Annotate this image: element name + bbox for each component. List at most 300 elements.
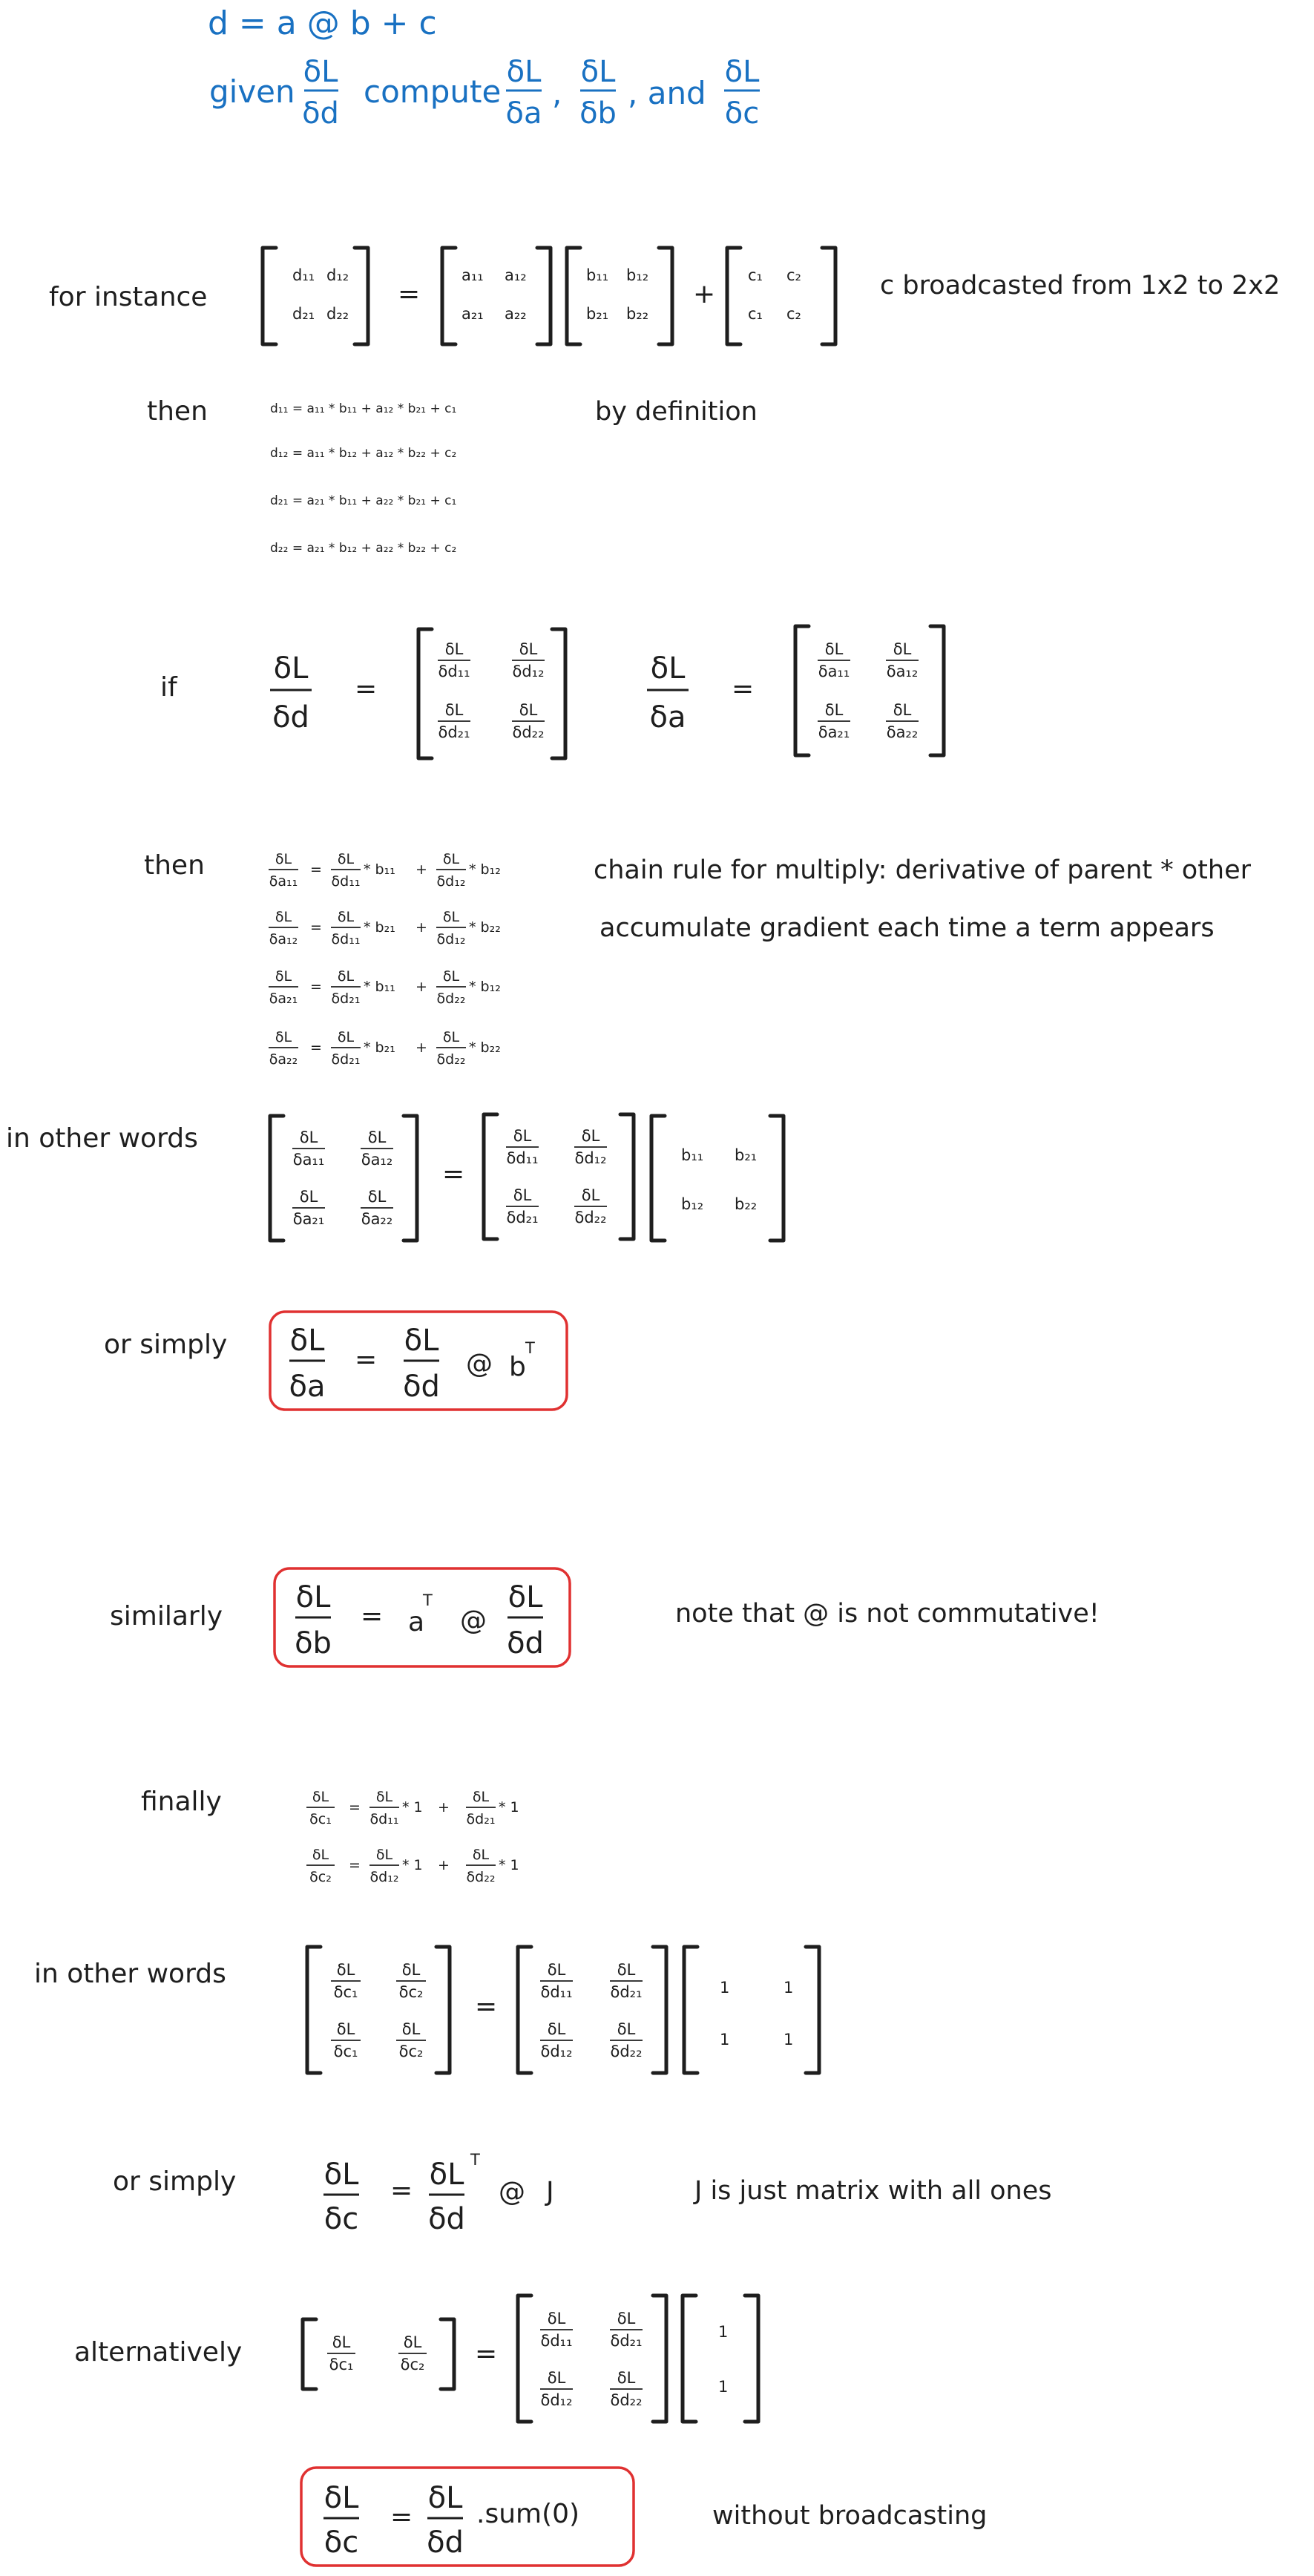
- matrix-entry: [292, 1128, 325, 1169]
- box1-at: @: [466, 1349, 493, 1379]
- note-broadcast: c broadcasted from 1x2 to 2x2: [880, 271, 1281, 300]
- fraction-numerator: δL: [403, 2333, 422, 2351]
- matrix-entry: [398, 2333, 427, 2373]
- box1-dL: δL: [289, 1324, 325, 1358]
- fraction-numerator: δL: [367, 1128, 387, 1146]
- matrix-dLdc-brackets: [307, 1947, 450, 2073]
- chain-lhs: [269, 851, 298, 890]
- plus-example: +: [693, 279, 716, 309]
- fraction-numerator: δL: [367, 1188, 387, 1206]
- fraction-numerator: δL: [444, 640, 464, 658]
- fraction-numerator: δL: [275, 968, 292, 985]
- chain-lhs: [269, 1029, 298, 1068]
- fraction-numerator: δL: [275, 909, 292, 925]
- fraction-denominator: δd₂₂: [512, 723, 545, 741]
- final-plus: +: [438, 1857, 450, 1873]
- if-eq-1: =: [355, 674, 378, 704]
- fraction-numerator: δL: [472, 1789, 490, 1805]
- chain-term: [436, 851, 466, 890]
- matrix-entry: [361, 1188, 393, 1228]
- final-term: [369, 1789, 399, 1827]
- simple-c-dc: δc: [323, 2202, 359, 2236]
- header-equation: d = a @ b + c: [208, 4, 437, 42]
- d21: d₂₁: [292, 305, 315, 323]
- header-dL-dd-num: δL: [303, 55, 338, 89]
- fraction-denominator: δa₂₁: [818, 723, 850, 741]
- box1-eq: =: [355, 1344, 378, 1375]
- matrix-a-section: [6, 1114, 784, 1241]
- matrix-dL-dd: [438, 640, 545, 741]
- header-and: , and: [628, 75, 706, 111]
- header-given: given: [209, 73, 295, 110]
- matrix-mid: [506, 1127, 607, 1226]
- note-ones-matrix: J is just matrix with all ones: [694, 2176, 1052, 2206]
- chain-multiplier: * b₂₂: [469, 1039, 501, 1056]
- matrix-entry: [540, 2369, 573, 2409]
- fraction-numerator: δL: [617, 2020, 636, 2038]
- fraction-denominator: δc₂: [309, 1869, 332, 1885]
- bT11: b₁₁: [681, 1146, 704, 1164]
- matrix-entry: [361, 1128, 393, 1169]
- matrix-alt-lhs: [327, 2333, 427, 2373]
- matrix-entry: [506, 1127, 539, 1167]
- final-term: [369, 1847, 399, 1885]
- fraction-numerator: δL: [401, 1961, 421, 1979]
- box3-dL2: δL: [427, 2481, 463, 2515]
- chain-plus: +: [415, 1039, 427, 1056]
- alternatively-section: [74, 2296, 758, 2422]
- matrix-c-lhs: [331, 1961, 426, 2060]
- eq-example: =: [398, 279, 421, 309]
- alt-ones-1: 1: [718, 2323, 729, 2341]
- if-section: [160, 626, 944, 758]
- chain-rule-section: [144, 850, 1252, 1068]
- fraction-denominator: δd₂₁: [466, 1811, 496, 1827]
- fraction-denominator: δd₂₂: [610, 2043, 643, 2060]
- matrix-c-mid: [540, 1961, 643, 2060]
- fraction-denominator: δd₁₁: [540, 2332, 573, 2350]
- fraction-numerator: δL: [893, 701, 912, 719]
- fraction-denominator: δd₂₁: [331, 990, 361, 1007]
- fraction-numerator: δL: [337, 851, 355, 867]
- fraction-denominator: δd₂₂: [610, 2391, 643, 2409]
- chain-plus: +: [415, 919, 427, 936]
- b11: b₁₁: [586, 266, 609, 284]
- fraction-numerator: δL: [513, 1186, 532, 1204]
- matrix-d-brackets: [263, 248, 368, 344]
- chain-multiplier: * b₂₁: [364, 919, 395, 936]
- matrix-alt-lhs-brackets: [303, 2319, 454, 2389]
- ones-22: 1: [784, 2031, 794, 2048]
- chain-multiplier: * b₂₂: [469, 919, 501, 936]
- chain-multiplier: * b₁₂: [469, 979, 501, 995]
- box2-dL: δL: [295, 1580, 331, 1614]
- simple-c-dL2: δL: [429, 2158, 464, 2192]
- fraction-denominator: δd₁₂: [436, 873, 466, 890]
- fraction-numerator: δL: [472, 1847, 490, 1863]
- matrix-dLda2-brackets: [270, 1116, 417, 1241]
- chain-term: [436, 909, 466, 947]
- matrix-entry: [506, 1186, 539, 1226]
- fraction-denominator: δd₂₂: [436, 1051, 466, 1068]
- fraction-numerator: δL: [337, 1029, 355, 1045]
- matrix-entry: [540, 2310, 573, 2350]
- matrix-b-brackets: [567, 248, 672, 344]
- fraction-denominator: δd₂₁: [506, 1209, 539, 1226]
- definitions-section: [147, 396, 758, 556]
- matrix-entry: [438, 701, 470, 741]
- matrix-entry: [574, 1127, 607, 1167]
- fraction-denominator: δa₁₂: [269, 931, 298, 947]
- fraction-numerator: δL: [275, 851, 292, 867]
- fraction-numerator: δL: [401, 2020, 421, 2038]
- fraction-denominator: δd₂₁: [610, 2332, 643, 2350]
- fraction-denominator: δd₁₁: [506, 1149, 539, 1167]
- matrix-entry: [292, 1188, 325, 1228]
- fraction-denominator: δc₁: [333, 2043, 358, 2060]
- note-by-definition: by definition: [595, 397, 758, 427]
- definition-row: d₂₂ = a₂₁ * b₁₂ + a₂₂ * b₂₂ + c₂: [270, 541, 457, 556]
- simple-c-J: J: [546, 2177, 554, 2207]
- header-dL-dc-den: δc: [724, 96, 760, 131]
- chain-lhs: [269, 968, 298, 1007]
- fraction-numerator: δL: [519, 701, 538, 719]
- matrix-a-brackets: [442, 248, 551, 344]
- matrix-entry: [886, 701, 919, 741]
- ones-11: 1: [720, 1979, 730, 1997]
- label-alternatively: alternatively: [74, 2337, 243, 2368]
- chain-row: [269, 851, 501, 890]
- b21: b₂₁: [586, 305, 609, 323]
- header-dL-da-num: δL: [506, 55, 542, 89]
- label-for-instance: for instance: [49, 282, 208, 312]
- fraction-denominator: δd₂₁: [438, 723, 470, 741]
- label-similarly: similarly: [110, 1601, 223, 1632]
- fraction-numerator: δL: [581, 1186, 600, 1204]
- matrix-entry: [512, 701, 545, 741]
- fraction-numerator: δL: [375, 1847, 393, 1863]
- header-dL-da-den: δa: [505, 96, 542, 131]
- chain-eq: =: [310, 979, 322, 995]
- chain-term: [436, 1029, 466, 1068]
- fraction-denominator: δa₁₁: [292, 1151, 325, 1169]
- fraction-numerator: δL: [617, 1961, 636, 1979]
- label-finally: finally: [141, 1787, 222, 1817]
- chain-row: [269, 968, 501, 1007]
- fraction-denominator: δa₁₁: [818, 663, 850, 680]
- final-rows: [306, 1789, 519, 1885]
- chain-multiplier: * b₁₁: [364, 979, 395, 995]
- d12: d₁₂: [326, 266, 349, 284]
- d22: d₂₂: [326, 305, 349, 323]
- fraction-denominator: δd₂₂: [466, 1869, 496, 1885]
- box1-dd: δd: [403, 1370, 440, 1404]
- fraction-denominator: δd₂₁: [610, 1983, 643, 2001]
- matrix-entry: [610, 1961, 643, 2001]
- if-dd: δd: [272, 700, 309, 735]
- fraction-numerator: δL: [337, 968, 355, 985]
- box2-dd: δd: [507, 1626, 544, 1660]
- final-plus: +: [438, 1799, 450, 1816]
- fraction-denominator: δd₁₂: [512, 663, 545, 680]
- matrix-lhs: [292, 1128, 393, 1228]
- box3-dL: δL: [323, 2481, 359, 2515]
- box2-T: T: [423, 1591, 433, 1609]
- box2-eq: =: [361, 1601, 384, 1632]
- finally-section: [141, 1787, 519, 1885]
- fraction-denominator: δd₂₂: [436, 990, 466, 1007]
- result-da-section: [104, 1312, 567, 1410]
- header-dL-dd-den: δd: [302, 96, 339, 131]
- fraction-denominator: δd₁₂: [574, 1149, 607, 1167]
- definition-row: d₂₁ = a₂₁ * b₁₁ + a₂₂ * b₂₁ + c₁: [270, 493, 457, 508]
- b22: b₂₂: [626, 305, 649, 323]
- chain-plus: +: [415, 861, 427, 878]
- fraction-numerator: δL: [547, 1961, 566, 1979]
- chain-eq: =: [310, 919, 322, 936]
- a11: a₁₁: [461, 266, 484, 284]
- alt-ones-2: 1: [718, 2378, 729, 2396]
- matrix-alt-ones-brackets: [683, 2296, 758, 2422]
- fraction-denominator: δc₂: [398, 2043, 424, 2060]
- fraction-denominator: δd₁₁: [540, 1983, 573, 2001]
- chain-multiplier: * b₂₁: [364, 1039, 395, 1056]
- chain-eq: =: [310, 861, 322, 878]
- fraction-denominator: δd₁₁: [331, 931, 361, 947]
- matrix-entry: [610, 2310, 643, 2350]
- fraction-numerator: δL: [312, 1847, 329, 1863]
- note-not-commutative: note that @ is not commutative!: [675, 1599, 1100, 1629]
- bT21: b₁₂: [681, 1195, 704, 1213]
- fraction-denominator: δd₁₁: [438, 663, 470, 680]
- label-then-1: then: [147, 396, 208, 427]
- header-dL-dc-num: δL: [724, 55, 760, 89]
- fraction-numerator: δL: [519, 640, 538, 658]
- matrix-entry: [396, 1961, 426, 2001]
- matrix-entry: [818, 701, 850, 741]
- final-row: [306, 1789, 519, 1827]
- fraction-numerator: δL: [617, 2369, 636, 2387]
- chain-term: [331, 909, 361, 947]
- matrix-entry: [438, 640, 470, 680]
- fraction-denominator: δd₂₁: [331, 1051, 361, 1068]
- c2-bottom: c₂: [786, 305, 801, 323]
- matrix-entry: [610, 2369, 643, 2409]
- matrix-ones-brackets: [684, 1947, 819, 2073]
- label-then-2: then: [144, 850, 205, 881]
- a12: a₁₂: [505, 266, 527, 284]
- fraction-denominator: δd₁₂: [540, 2391, 573, 2409]
- matrix-bT-brackets: [651, 1116, 784, 1241]
- fraction-denominator: δa₂₂: [361, 1210, 393, 1228]
- fraction-numerator: δL: [893, 640, 912, 658]
- a21: a₂₁: [461, 305, 484, 323]
- ones-21: 1: [720, 2031, 730, 2048]
- if-dL-2: δL: [650, 651, 686, 686]
- fraction-denominator: δa₁₂: [886, 663, 919, 680]
- fraction-numerator: δL: [442, 968, 460, 985]
- definition-row: d₁₁ = a₁₁ * b₁₁ + a₁₂ * b₂₁ + c₁: [270, 401, 457, 416]
- header-dL-db-num: δL: [580, 55, 616, 89]
- fraction-numerator: δL: [824, 701, 844, 719]
- matrix-entry: [610, 2020, 643, 2060]
- box1-da: δa: [289, 1370, 326, 1404]
- final-row: [306, 1847, 519, 1885]
- chain-term: [331, 1029, 361, 1068]
- box1-dL2: δL: [404, 1324, 439, 1358]
- if-dL: δL: [273, 651, 309, 686]
- matrix-entry: [512, 640, 545, 680]
- fraction-denominator: δa₁₁: [269, 873, 298, 890]
- simple-c-T: T: [470, 2151, 480, 2169]
- final-lhs: [306, 1847, 335, 1885]
- box2-at: @: [460, 1606, 487, 1636]
- fraction-denominator: δd₁₁: [331, 873, 361, 890]
- d11: d₁₁: [292, 266, 315, 284]
- fraction-denominator: δd₁₁: [369, 1811, 399, 1827]
- final-multiplier: * 1: [499, 1799, 519, 1816]
- chain-eq: =: [310, 1039, 322, 1056]
- definition-row: d₁₂ = a₁₁ * b₁₂ + a₁₂ * b₂₂ + c₂: [270, 446, 457, 461]
- fraction-numerator: δL: [617, 2310, 636, 2327]
- matrix-entry: [540, 1961, 573, 2001]
- simple-c-dd: δd: [428, 2202, 465, 2236]
- matrix-c-section: [34, 1947, 819, 2073]
- simple-c-section: [113, 2151, 1052, 2236]
- box3-sum: .sum(0): [476, 2499, 580, 2529]
- bT22: b₂₂: [735, 1195, 758, 1213]
- fraction-numerator: δL: [547, 2369, 566, 2387]
- fraction-denominator: δc₁: [329, 2356, 354, 2373]
- final-eq: =: [349, 1857, 361, 1873]
- eq-alt: =: [475, 2339, 498, 2369]
- label-if: if: [160, 672, 177, 703]
- final-multiplier: * 1: [499, 1857, 519, 1873]
- chain-lhs: [269, 909, 298, 947]
- fraction-numerator: δL: [581, 1127, 600, 1145]
- chain-term: [436, 968, 466, 1007]
- matrix-alt-mid: [540, 2310, 643, 2409]
- c1-bottom: c₁: [748, 305, 763, 323]
- fraction-denominator: δa₂₁: [269, 990, 298, 1007]
- fraction-denominator: δd₂₂: [574, 1209, 607, 1226]
- final-lhs: [306, 1789, 335, 1827]
- header-dL-db-den: δb: [579, 96, 617, 131]
- label-or-simply-2: or simply: [113, 2166, 237, 2197]
- chain-multiplier: * b₁₁: [364, 861, 395, 878]
- bT12: b₂₁: [735, 1146, 758, 1164]
- b12: b₁₂: [626, 266, 649, 284]
- matrix-entry: [886, 640, 919, 680]
- header-compute: compute: [364, 73, 502, 110]
- box2-dL2: δL: [507, 1580, 543, 1614]
- final-multiplier: * 1: [402, 1857, 423, 1873]
- fraction-denominator: δc₁: [309, 1811, 332, 1827]
- a22: a₂₂: [505, 305, 527, 323]
- fraction-denominator: δd₁₂: [436, 931, 466, 947]
- final-term: [466, 1789, 496, 1827]
- matrix-entry: [331, 2020, 361, 2060]
- fraction-denominator: δc₂: [398, 1983, 424, 2001]
- matrix-entry: [574, 1186, 607, 1226]
- matrix-entry: [540, 2020, 573, 2060]
- box3-dd: δd: [427, 2526, 464, 2560]
- note-without-broadcasting: without broadcasting: [712, 2501, 988, 2531]
- eq-matrix-c: =: [475, 1991, 498, 2022]
- label-or-simply-1: or simply: [104, 1330, 228, 1360]
- fraction-numerator: δL: [299, 1128, 318, 1146]
- fraction-denominator: δa₁₂: [361, 1151, 393, 1169]
- fraction-numerator: δL: [513, 1127, 532, 1145]
- box1-b: b: [509, 1352, 526, 1382]
- fraction-numerator: δL: [332, 2333, 351, 2351]
- chain-multiplier: * b₁₂: [469, 861, 501, 878]
- chain-term: [331, 968, 361, 1007]
- c2-top: c₂: [786, 266, 801, 284]
- header: [208, 4, 760, 131]
- fraction-numerator: δL: [547, 2020, 566, 2038]
- result-dc-section: [301, 2468, 987, 2566]
- fraction-numerator: δL: [442, 851, 460, 867]
- fraction-denominator: δc₁: [333, 1983, 358, 2001]
- fraction-denominator: δa₂₂: [269, 1051, 298, 1068]
- header-comma-1: ,: [552, 75, 562, 111]
- matrix-entry: [327, 2333, 355, 2373]
- fraction-denominator: δd₁₂: [369, 1869, 399, 1885]
- final-eq: =: [349, 1799, 361, 1816]
- fraction-numerator: δL: [444, 701, 464, 719]
- chain-row: [269, 909, 501, 947]
- matrix-entry: [331, 1961, 361, 2001]
- if-eq-2: =: [732, 674, 755, 704]
- fraction-numerator: δL: [824, 640, 844, 658]
- label-in-other-words-2: in other words: [34, 1959, 226, 1989]
- final-term: [466, 1847, 496, 1885]
- matrix-dL-da: [818, 640, 919, 741]
- box2-db: δb: [295, 1626, 332, 1660]
- simple-c-eq: =: [390, 2175, 413, 2206]
- fraction-numerator: δL: [442, 909, 460, 925]
- c1-top: c₁: [748, 266, 763, 284]
- fraction-numerator: δL: [336, 1961, 355, 1979]
- fraction-numerator: δL: [312, 1789, 329, 1805]
- note-chain-rule: chain rule for multiply: derivative of parent * other: [594, 855, 1252, 885]
- if-da: δa: [649, 700, 686, 735]
- box2-a: a: [408, 1607, 425, 1637]
- example-section: [49, 248, 1280, 344]
- box3-eq: =: [390, 2502, 413, 2532]
- chain-term: [331, 851, 361, 890]
- label-in-other-words-1: in other words: [6, 1123, 198, 1154]
- fraction-numerator: δL: [337, 909, 355, 925]
- final-multiplier: * 1: [402, 1799, 423, 1816]
- fraction-numerator: δL: [299, 1188, 318, 1206]
- fraction-numerator: δL: [275, 1029, 292, 1045]
- ones-12: 1: [784, 1979, 794, 1997]
- matrix-entry: [818, 640, 850, 680]
- matrix-entry: [396, 2020, 426, 2060]
- fraction-denominator: δa₂₁: [292, 1210, 325, 1228]
- box1-T: T: [525, 1339, 535, 1357]
- eq-matrix-a: =: [442, 1159, 465, 1189]
- chain-plus: +: [415, 979, 427, 995]
- simple-c-at: @: [499, 2177, 525, 2207]
- fraction-denominator: δc₂: [400, 2356, 425, 2373]
- result-db-section: [110, 1568, 1100, 1666]
- box3-dc: δc: [323, 2526, 359, 2560]
- fraction-denominator: δa₂₂: [886, 723, 919, 741]
- simple-c-dL: δL: [323, 2158, 359, 2192]
